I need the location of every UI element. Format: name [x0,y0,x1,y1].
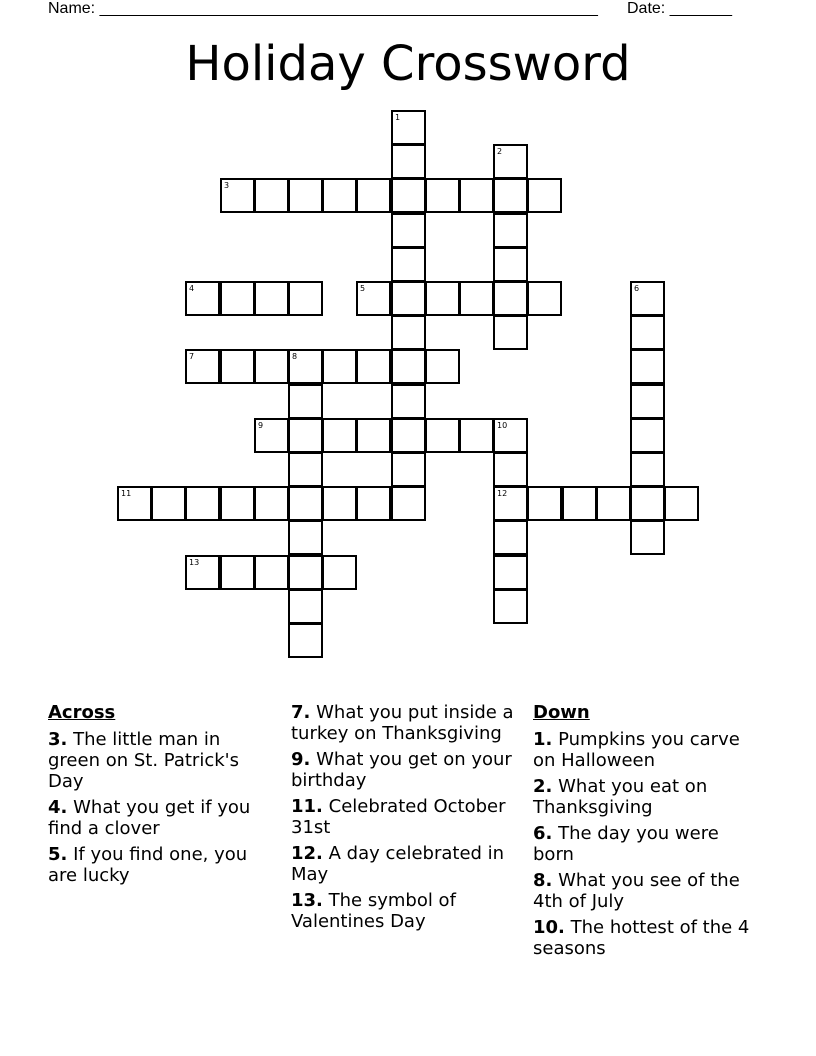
crossword-cell[interactable] [596,486,631,521]
crossword-cell[interactable] [356,281,391,316]
clue-text: The symbol of Valentines Day [291,890,456,932]
crossword-cell[interactable] [630,520,665,555]
crossword-cell[interactable] [322,418,357,453]
crossword-cell[interactable] [254,555,289,590]
crossword-cell[interactable] [425,281,460,316]
clue-text: What you eat on Thanksgiving [533,776,708,818]
cell-number: 11 [121,489,132,498]
crossword-cell[interactable] [630,349,665,384]
crossword-cell[interactable] [630,281,665,316]
clues-across-continued-column [291,702,516,937]
crossword-cell[interactable] [185,349,220,384]
crossword-cell[interactable] [391,384,426,419]
clue-text: What you see of the 4th of July [533,870,740,912]
crossword-cell[interactable] [288,418,323,453]
cell-number: 12 [497,489,508,498]
crossword-cell[interactable] [391,178,426,213]
crossword-cell[interactable] [220,555,255,590]
crossword-cell[interactable] [356,418,391,453]
clue-text: What you get if you find a clover [48,797,251,839]
crossword-cell[interactable] [391,349,426,384]
clue-text: What you put inside a turkey on Thanksgiving [291,702,514,744]
crossword-cell[interactable] [391,110,426,145]
cell-number: 5 [360,284,366,293]
clue-number: 13. [291,890,323,911]
crossword-cell[interactable] [288,452,323,487]
crossword-cell[interactable] [220,178,255,213]
clues-across-column [48,702,273,891]
crossword-cell[interactable] [493,520,528,555]
crossword-cell[interactable] [391,418,426,453]
crossword-cell[interactable] [220,281,255,316]
down-heading: Down [533,702,590,723]
clue-down-2 [533,776,758,818]
clue-text: A day celebrated in May [291,843,505,885]
crossword-cell[interactable] [254,178,289,213]
crossword-cell[interactable] [288,384,323,419]
cell-number: 4 [189,284,195,293]
crossword-cell[interactable] [322,486,357,521]
clue-down-6 [533,823,758,865]
crossword-cell[interactable] [288,349,323,384]
cell-number: 2 [497,147,503,156]
clue-number: 1. [533,729,553,750]
crossword-cell[interactable] [493,247,528,282]
clue-across-12 [291,843,516,885]
clue-text: The day you were born [533,823,719,865]
crossword-cell[interactable] [288,178,323,213]
clue-across-7 [291,702,516,744]
crossword-cell[interactable] [493,144,528,179]
across-heading: Across [48,702,116,723]
crossword-cell[interactable] [322,349,357,384]
crossword-cell[interactable] [425,349,460,384]
crossword-cell[interactable] [459,418,494,453]
crossword-cell[interactable] [220,349,255,384]
crossword-cell[interactable] [391,486,426,521]
crossword-cell[interactable] [562,486,597,521]
crossword-cell[interactable] [356,178,391,213]
crossword-cell[interactable] [288,281,323,316]
clue-across-9 [291,749,516,791]
clue-across-3 [48,729,273,792]
clue-text: What you get on your birthday [291,749,512,791]
clues-down-column [533,702,758,964]
crossword-cell[interactable] [391,247,426,282]
crossword-cell[interactable] [254,349,289,384]
cell-number: 10 [497,421,508,430]
clue-text: If you find one, you are lucky [48,844,248,886]
date-field-label: Date: _______ [627,0,732,17]
crossword-cell[interactable] [254,281,289,316]
crossword-cell[interactable] [630,452,665,487]
crossword-cell[interactable] [391,452,426,487]
crossword-cell[interactable] [425,418,460,453]
crossword-cell[interactable] [493,418,528,453]
crossword-cell[interactable] [288,486,323,521]
crossword-cell[interactable] [288,589,323,624]
cell-number: 8 [292,352,298,361]
crossword-cell[interactable] [254,418,289,453]
clue-number: 3. [48,729,68,750]
clue-down-8 [533,870,758,912]
cell-number: 9 [258,421,264,430]
crossword-cell[interactable] [356,486,391,521]
crossword-cell[interactable] [391,281,426,316]
cell-number: 6 [634,284,640,293]
crossword-cell[interactable] [117,486,152,521]
crossword-cell[interactable] [493,555,528,590]
clue-number: 7. [291,702,311,723]
crossword-cell[interactable] [185,281,220,316]
crossword-cell[interactable] [356,349,391,384]
crossword-cell[interactable] [493,281,528,316]
crossword-cell[interactable] [322,555,357,590]
cell-number: 1 [395,113,401,122]
clue-number: 9. [291,749,311,770]
crossword-cell[interactable] [630,315,665,350]
crossword-cell[interactable] [459,281,494,316]
crossword-cell[interactable] [288,623,323,658]
crossword-cell[interactable] [493,452,528,487]
crossword-cell[interactable] [630,384,665,419]
clue-number: 11. [291,796,323,817]
crossword-cell[interactable] [391,144,426,179]
crossword-cell[interactable] [288,555,323,590]
clue-text: The hottest of the 4 seasons [533,917,750,959]
cell-number: 3 [224,181,230,190]
crossword-cell[interactable] [425,178,460,213]
crossword-cell[interactable] [391,213,426,248]
clue-number: 4. [48,797,68,818]
clue-number: 10. [533,917,565,938]
crossword-cell[interactable] [527,486,562,521]
page-title: Holiday Crossword [185,36,631,92]
clue-across-4 [48,797,273,839]
clue-number: 12. [291,843,323,864]
clue-number: 5. [48,844,68,865]
clue-number: 2. [533,776,553,797]
cell-number: 7 [189,352,195,361]
crossword-cell[interactable] [493,315,528,350]
crossword-cell[interactable] [459,178,494,213]
cell-number: 13 [189,558,200,567]
clue-number: 8. [533,870,553,891]
crossword-cell[interactable] [493,178,528,213]
crossword-cell[interactable] [527,178,562,213]
crossword-cell[interactable] [527,281,562,316]
clue-text: Celebrated October 31st [291,796,506,838]
crossword-cell[interactable] [493,486,528,521]
crossword-cell[interactable] [220,486,255,521]
clue-text: Pumpkins you carve on Halloween [533,729,740,771]
clue-down-1 [533,729,758,771]
crossword-cell[interactable] [254,486,289,521]
crossword-cell[interactable] [630,486,665,521]
clue-text: The little man in green on St. Patrick's Day [48,729,239,792]
crossword-cell[interactable] [185,555,220,590]
crossword-cell[interactable] [151,486,186,521]
crossword-cell[interactable] [288,520,323,555]
crossword-cell[interactable] [391,315,426,350]
clue-down-10 [533,917,758,959]
crossword-cell[interactable] [664,486,699,521]
clue-across-13 [291,890,516,932]
crossword-cell[interactable] [630,418,665,453]
clue-number: 6. [533,823,553,844]
clue-across-11 [291,796,516,838]
crossword-cell[interactable] [185,486,220,521]
clue-across-5 [48,844,273,886]
crossword-cell[interactable] [493,213,528,248]
name-field-label: Name: ________________________________________________________ [48,0,598,17]
crossword-cell[interactable] [322,178,357,213]
crossword-cell[interactable] [493,589,528,624]
